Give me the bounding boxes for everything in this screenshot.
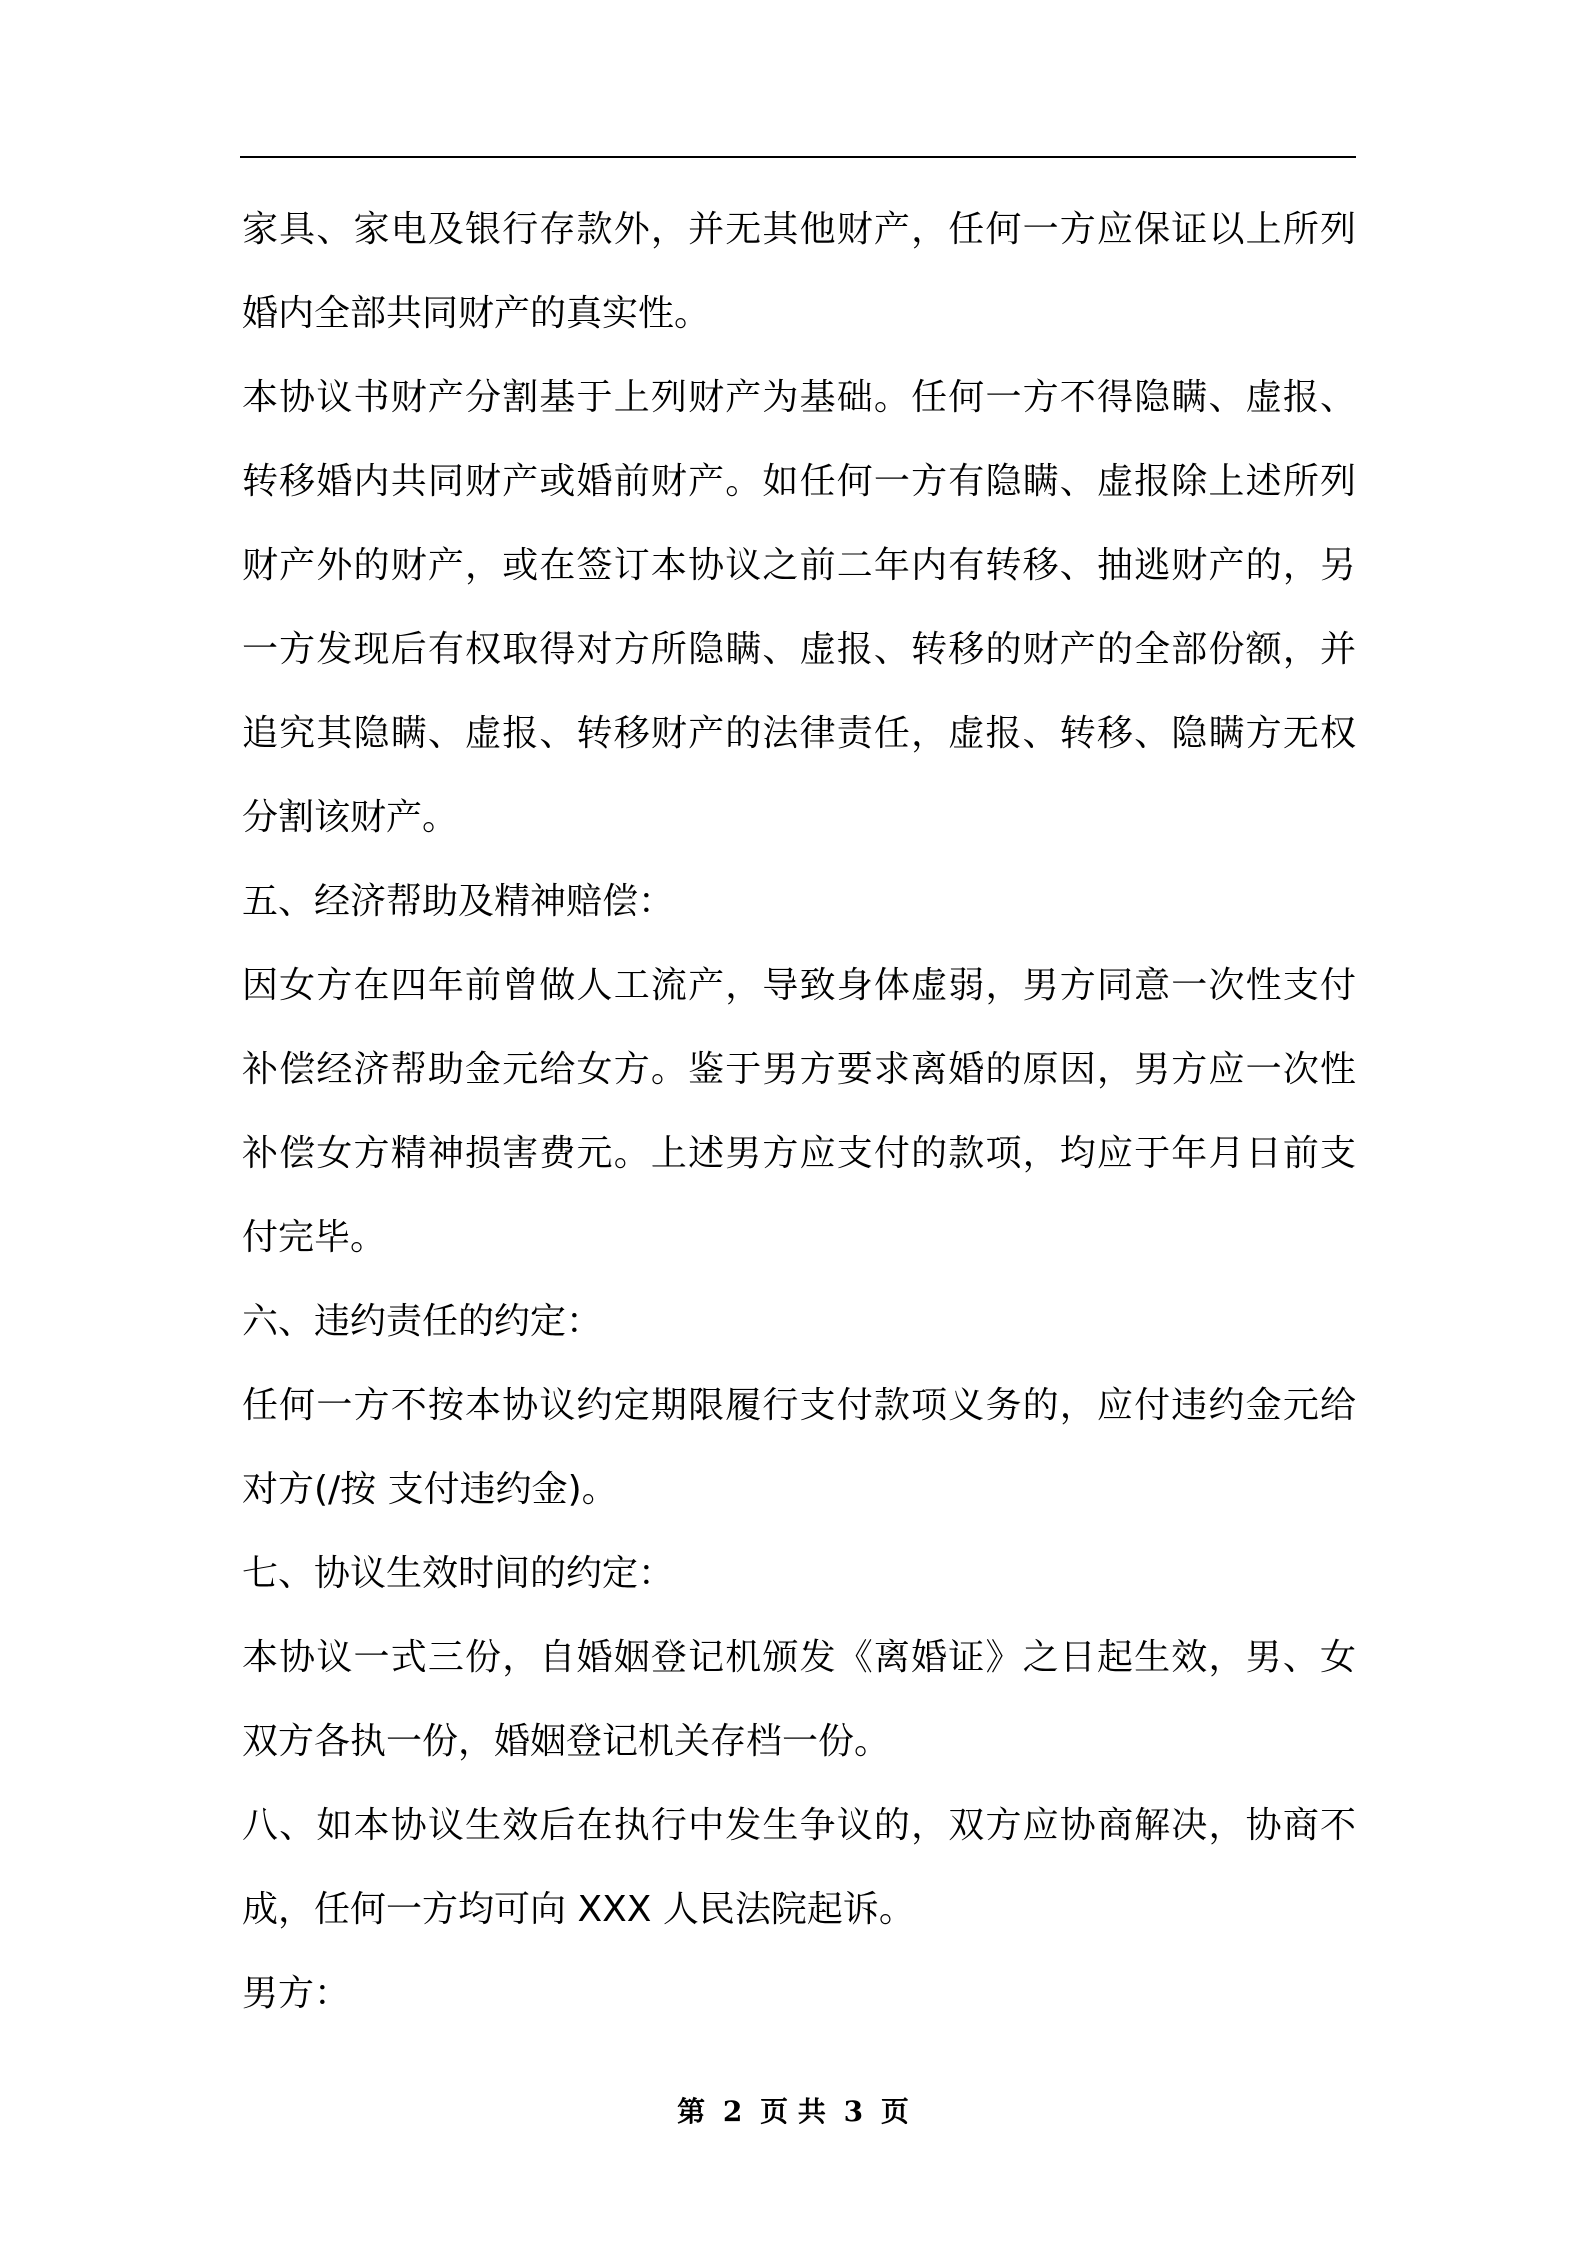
section-heading: 五、经济帮助及精神赔偿： [242,881,675,922]
text-line: 本协议书财产分割基于上列财产为基础。任何一方不得隐瞒、虚报、 [242,377,1356,418]
footer-middle: 页 共 [760,2095,826,2128]
text-line: 分割该财产。 [242,797,459,838]
text-line: 追究其隐瞒、虚报、转移财产的法律责任，虚报、转移、隐瞒方无权 [242,713,1356,754]
section-heading: 六、违约责任的约定： [242,1301,603,1342]
section-heading: 七、协议生效时间的约定： [242,1553,675,1594]
header-rule [240,156,1356,158]
text-line: 补偿女方精神损害费元。上述男方应支付的款项，均应于年月日前支 [242,1133,1356,1174]
text-line: 因女方在四年前曾做人工流产，导致身体虚弱，男方同意一次性支付 [242,965,1356,1006]
text-line: 补偿经济帮助金元给女方。鉴于男方要求离婚的原因，男方应一次性 [242,1049,1356,1090]
footer-total-pages: 3 [843,2095,864,2128]
text-line: 财产外的财产，或在签订本协议之前二年内有转移、抽逃财产的，另 [242,545,1356,586]
text-line: 一方发现后有权取得对方所隐瞒、虚报、转移的财产的全部份额，并 [242,629,1356,670]
text-line: 婚内全部共同财产的真实性。 [242,293,711,334]
text-line: 任何一方不按本协议约定期限履行支付款项义务的，应付违约金元给 [242,1385,1356,1426]
footer-prefix: 第 [677,2095,706,2128]
section-heading: 八、如本协议生效后在执行中发生争议的，双方应协商解决，协商不 [242,1805,1356,1846]
text-line: 付完毕。 [242,1217,387,1258]
footer-suffix: 页 [880,2095,909,2128]
footer-current-page: 2 [722,2095,743,2128]
text-line: 成，任何一方均可向 XXX 人民法院起诉。 [242,1889,915,1930]
text-line: 家具、家电及银行存款外，并无其他财产，任何一方应保证以上所列 [242,209,1356,250]
page-footer [0,2092,1586,2132]
text-line: 双方各执一份，婚姻登记机关存档一份。 [242,1721,891,1762]
signature-label: 男方： [242,1973,351,2014]
text-line: 对方(/按 支付违约金)。 [242,1469,618,1510]
document-body [242,188,1356,2036]
text-line: 转移婚内共同财产或婚前财产。如任何一方有隐瞒、虚报除上述所列 [242,461,1356,502]
text-line: 本协议一式三份，自婚姻登记机颁发《离婚证》之日起生效，男、女 [242,1637,1356,1678]
